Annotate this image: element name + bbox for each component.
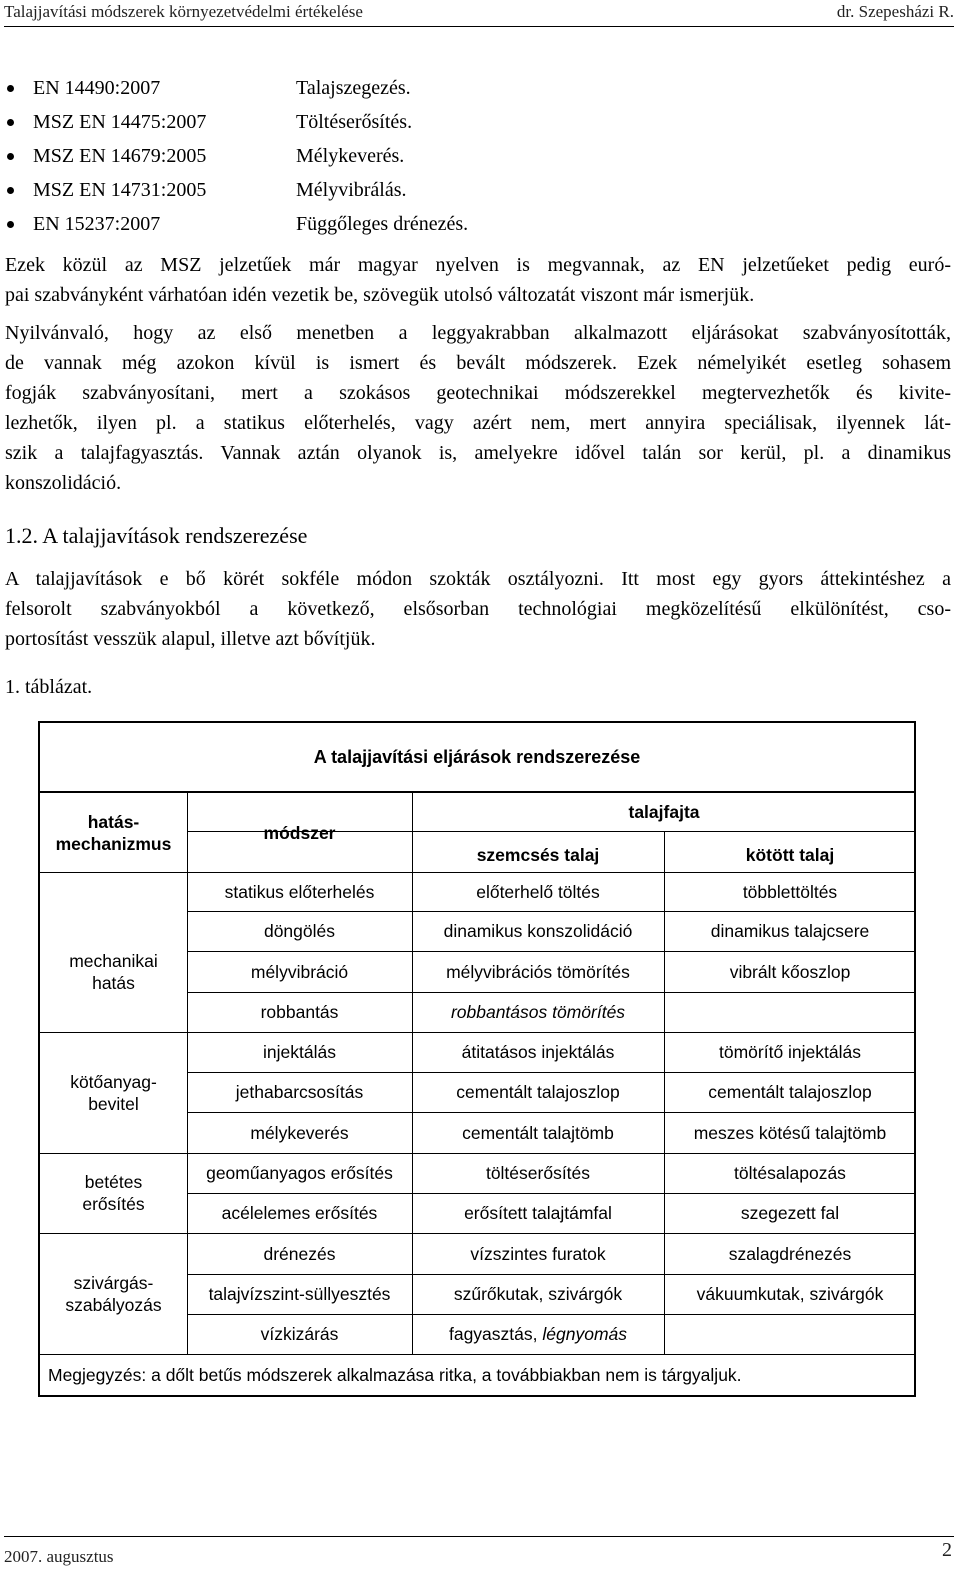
cell-method: mélyvibráció xyxy=(250,961,349,982)
cell-granular: robbantásos tömörítés xyxy=(450,1002,626,1022)
section-number: 1.2. xyxy=(5,523,38,548)
bullet-icon xyxy=(7,119,14,126)
group-label-line: kötőanyag- xyxy=(70,1071,157,1092)
group-label-line: mechanikai xyxy=(69,950,158,971)
table-caption: 1. táblázat. xyxy=(5,676,93,698)
group-binder xyxy=(40,1032,187,1153)
cell-cohesive xyxy=(664,992,916,1032)
cell-granular: töltéserősítés xyxy=(485,1163,591,1183)
header-cohesive-soil: kötött talaj xyxy=(745,844,835,865)
cell-cohesive: meszes kötésű talajtömb xyxy=(693,1122,887,1143)
header-mechanism-line: mechanizmus xyxy=(55,833,172,854)
cell-cohesive: töltésalapozás xyxy=(734,1163,846,1183)
standard-description: Mélykeverés. xyxy=(296,145,405,167)
standard-code: MSZ EN 14475:2007 xyxy=(33,111,207,133)
page-header xyxy=(4,0,954,27)
group-label-line: betétes xyxy=(84,1172,143,1192)
standard-description: Töltéserősítés. xyxy=(296,111,413,133)
paragraph-line: szik a talajfagyasztás. Vannak aztán olyanok is, amelyekre idővel talán sor kerül, pl. a dinamikus xyxy=(5,442,951,464)
cell-method: geoműanyagos erősítés xyxy=(206,1163,393,1183)
group-label-line: erősítés xyxy=(82,1194,145,1214)
paragraph-line: felsorolt szabványokból a következő, elsősorban technológiai megközelítésű elkülönítést, cso- xyxy=(5,598,951,620)
group-label-line: szabályozás xyxy=(65,1294,162,1315)
group-divider xyxy=(38,1354,916,1355)
cell-granular: átitatásos injektálás xyxy=(461,1042,615,1062)
cell-cohesive: többlettöltés xyxy=(742,881,838,902)
page-number: 2 xyxy=(942,1539,952,1561)
cell-granular: vízszintes furatok xyxy=(470,1243,606,1264)
paragraph-line: pai szabványként várhatóan idén vezetik be, szövegük utolsó változatát viszont már ismerjük. xyxy=(5,284,755,306)
cell-granular: erősített talajtámfal xyxy=(464,1203,612,1223)
paragraph-line: A talajjavítások e bő körét sokféle módon szokták osztályozni. Itt most egy gyors áttekintéshez a xyxy=(5,568,951,590)
cell-method: jethabarcsosítás xyxy=(235,1082,364,1102)
cell-cohesive: tömörítő injektálás xyxy=(718,1042,861,1062)
paragraph-line: konszolidáció. xyxy=(5,472,122,494)
header-mechanism-line: hatás- xyxy=(87,811,140,832)
cell-method: vízkizárás xyxy=(260,1324,339,1344)
standard-code: EN 14490:2007 xyxy=(33,77,161,99)
cell-granular xyxy=(412,1314,664,1354)
standard-code: EN 15237:2007 xyxy=(33,213,161,235)
header-granular-soil: szemcsés talaj xyxy=(476,844,600,865)
paragraph-line: portosítást vesszük alapul, illetve azt bővítjük. xyxy=(5,628,376,650)
cell-granular: cementált talajtömb xyxy=(462,1122,614,1143)
cell-granular: előterhelő töltés xyxy=(476,881,600,902)
footer-date: 2007. augusztus xyxy=(4,1547,114,1566)
classification-table xyxy=(38,721,916,1396)
section-title: A talajjavítások rendszerezése xyxy=(42,523,308,548)
page-footer xyxy=(4,1536,954,1567)
cell-granular: dinamikus konszolidáció xyxy=(443,921,633,941)
document-title: Talajjavítási módszerek környezetvédelmi értékelése xyxy=(4,2,363,21)
paragraph-line: de vannak még azokon kívül is ismert és bevált módszerek. Ezek némelyikét esetleg sohasem xyxy=(5,352,951,374)
paragraph-classification xyxy=(5,564,951,654)
paragraph-line: Nyilvánvaló, hogy az első menetben a leggyakrabban alkalmazott eljárásokat szabványosították, xyxy=(5,322,951,344)
header-method: módszer xyxy=(263,822,336,843)
cell-cohesive: dinamikus talajcsere xyxy=(710,921,870,941)
cell-method: statikus előterhelés xyxy=(224,881,375,902)
cell-method: mélykeverés xyxy=(250,1122,349,1143)
bullet-icon xyxy=(7,221,14,228)
cell-cohesive xyxy=(664,1314,916,1354)
standard-description: Talajszegezés. xyxy=(296,77,411,99)
paragraph-line: fogják szabványosítani, mert a szokásos geotechnikai módszerekkel megtervezhetők és kivite- xyxy=(5,382,951,404)
standard-code: MSZ EN 14679:2005 xyxy=(33,145,207,167)
group-label-line: szivárgás- xyxy=(73,1272,154,1293)
cell-granular-text: fagyasztás, xyxy=(448,1324,543,1344)
cell-method: acélelemes erősítés xyxy=(221,1203,378,1223)
document-author: dr. Szepesházi R. xyxy=(836,2,954,21)
group-label-line: bevitel xyxy=(88,1093,139,1114)
paragraph-standards-status xyxy=(5,250,951,310)
group-mechanical xyxy=(40,911,187,1032)
bullet-icon xyxy=(7,85,14,92)
group-reinforcement xyxy=(40,1153,187,1233)
cell-method: injektálás xyxy=(263,1042,336,1062)
paragraph-line: lezhetők, ilyen pl. a statikus előterhelés, vagy azért nem, mert annyira speciálisak, ilyennek lát- xyxy=(5,412,951,434)
group-label-line: hatás xyxy=(92,972,135,993)
cell-cohesive: vibrált kőoszlop xyxy=(729,961,851,982)
paragraph-methods xyxy=(5,318,951,498)
standard-code: MSZ EN 14731:2005 xyxy=(33,179,207,201)
cell-method: drénezés xyxy=(263,1243,336,1264)
cell-cohesive: szegezett fal xyxy=(740,1203,840,1223)
cell-granular-italic-text: légnyomás xyxy=(542,1324,628,1344)
bullet-icon xyxy=(7,153,14,160)
bullet-icon xyxy=(7,187,14,194)
table-title: A talajjavítási eljárások rendszerezése xyxy=(313,747,641,767)
header-mechanism xyxy=(40,793,187,872)
cell-cohesive: cementált talajoszlop xyxy=(708,1082,872,1102)
table-note: Megjegyzés: a dőlt betűs módszerek alkalmazása ritka, a továbbiakban nem is tárgyaljuk. xyxy=(48,1365,742,1385)
group-drainage xyxy=(40,1233,187,1354)
cell-granular: cementált talajoszlop xyxy=(456,1082,620,1102)
standard-description: Függőleges drénezés. xyxy=(296,213,469,235)
cell-granular: mélyvibrációs tömörítés xyxy=(446,961,630,982)
header-soil-type: talajfajta xyxy=(628,802,700,822)
cell-cohesive: szalagdrénezés xyxy=(728,1243,852,1264)
paragraph-line: Ezek közül az MSZ jelzetűek már magyar nyelven is megvannak, az EN jelzetűeket pedig euró- xyxy=(5,254,951,276)
cell-method: robbantás xyxy=(260,1002,339,1022)
cell-method: döngölés xyxy=(263,921,336,941)
cell-granular: szűrőkutak, szivárgók xyxy=(453,1284,623,1304)
cell-cohesive: vákuumkutak, szivárgók xyxy=(696,1284,884,1304)
standard-description: Mélyvibrálás. xyxy=(296,179,407,201)
cell-method: talajvízszint-süllyesztés xyxy=(208,1284,391,1304)
section-heading xyxy=(5,521,307,551)
